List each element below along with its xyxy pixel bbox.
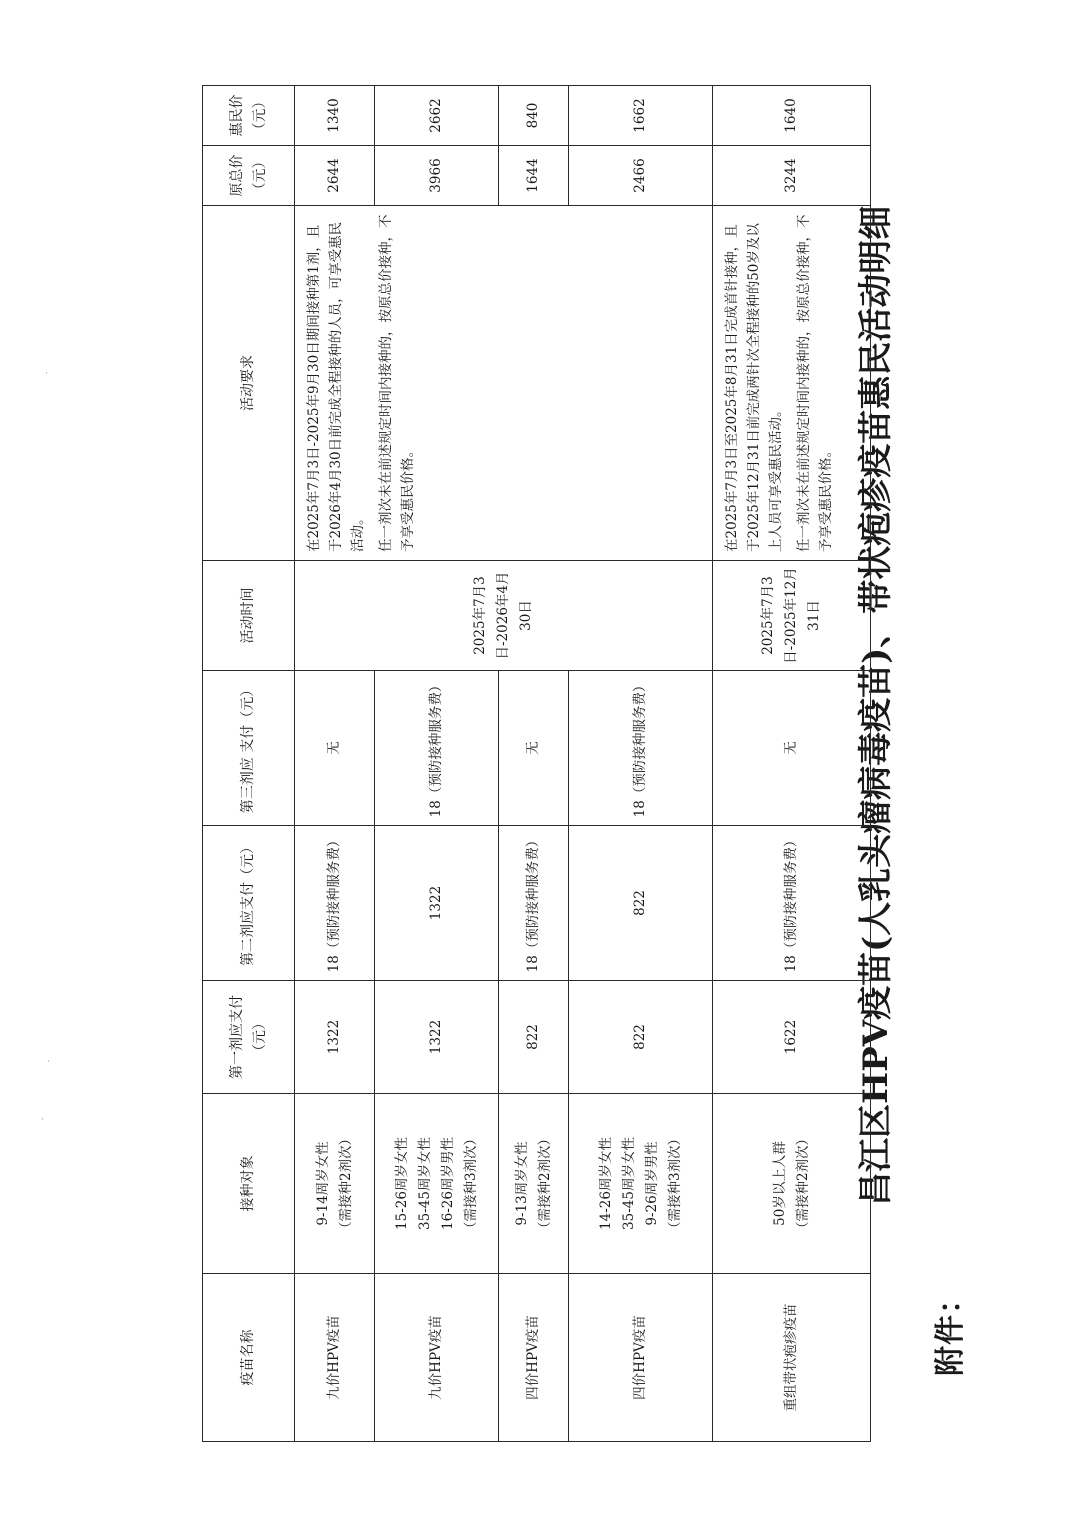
header-dose2: 第二剂应支付（元）	[203, 826, 295, 981]
vaccine-name: 九价HPV疫苗	[295, 1274, 375, 1442]
header-vaccine-name: 疫苗名称	[203, 1274, 295, 1442]
header-requirements: 活动要求	[203, 206, 295, 561]
dose1-amount: 1322	[295, 981, 375, 1094]
header-benefit-total: 惠民价（元）	[203, 86, 295, 146]
benefit-total: 1662	[569, 86, 713, 146]
original-total: 1644	[499, 146, 569, 206]
target-line: （需接种2剂次）	[536, 1131, 553, 1236]
target-group	[499, 1094, 569, 1274]
hpv-period: 2025年7月3日-2026年4月30日	[295, 561, 713, 671]
hpv-requirements	[295, 206, 713, 561]
dose1-amount: 822	[499, 981, 569, 1094]
dose3-amount: 18（预防接种服务费）	[375, 671, 499, 826]
header-original-total: 原总价（元）	[203, 146, 295, 206]
original-total: 2466	[569, 146, 713, 206]
benefit-total: 840	[499, 86, 569, 146]
dose1-amount: 822	[569, 981, 713, 1094]
table-row	[713, 86, 871, 1442]
dose3-amount: 无	[713, 671, 871, 826]
dose2-amount: 1322	[375, 826, 499, 981]
dose3-amount: 无	[295, 671, 375, 826]
header-period: 活动时间	[203, 561, 295, 671]
vaccine-name: 四价HPV疫苗	[569, 1274, 713, 1442]
vaccine-name: 九价HPV疫苗	[375, 1274, 499, 1442]
requirement-text: 在2025年7月3日-2025年9月30日期间接种第1剂，且于2026年4月30日前完成全程接种的人员，可享受惠民活动。	[306, 221, 366, 552]
target-group	[713, 1094, 871, 1274]
attachment-label: 附件：	[933, 1283, 968, 1376]
target-line: 16-26周岁男性	[439, 1137, 456, 1230]
zoster-requirements	[713, 206, 871, 561]
dose2-amount: 18（预防接种服务费）	[713, 826, 871, 981]
requirement-text: 在2025年7月3日至2025年8月31日完成首针接种，且于2025年12月31日前完成两针次全程接种的50岁及以上人员可享受惠民活动。	[724, 223, 784, 552]
target-line: 14-26周岁女性	[597, 1137, 614, 1230]
target-line: 9-14周岁女性	[314, 1141, 331, 1226]
page-title: 昌江区HPV疫苗(人乳头瘤病毒疫苗)、带状疱疹疫苗惠民活动明细	[856, 205, 896, 1206]
target-group	[375, 1094, 499, 1274]
target-group	[569, 1094, 713, 1274]
header-target: 接种对象	[203, 1094, 295, 1274]
target-line: 50岁以上人群	[771, 1141, 788, 1226]
benefit-total: 1340	[295, 86, 375, 146]
target-line: （需接种3剂次）	[666, 1131, 683, 1236]
dose2-amount: 18（预防接种服务费）	[499, 826, 569, 981]
original-total: 3966	[375, 146, 499, 206]
target-line: 9-26周岁男性	[643, 1141, 660, 1226]
vaccine-name: 重组带状疱疹疫苗	[713, 1274, 871, 1442]
vaccine-name: 四价HPV疫苗	[499, 1274, 569, 1442]
benefit-total: 1640	[713, 86, 871, 146]
table-row	[295, 86, 375, 1442]
dose2-amount: 822	[569, 826, 713, 981]
target-line: 15-26周岁女性	[393, 1137, 410, 1230]
original-total: 2644	[295, 146, 375, 206]
original-total: 3244	[713, 146, 871, 206]
activity-table	[202, 85, 871, 1442]
header-dose3: 第三剂应 支付（元）	[203, 671, 295, 826]
target-line: （需接种2剂次）	[337, 1131, 354, 1236]
benefit-total: 2662	[375, 86, 499, 146]
target-line: 35-45周岁女性	[416, 1137, 433, 1230]
dose3-amount: 18（预防接种服务费）	[569, 671, 713, 826]
target-line: 9-13周岁女性	[513, 1141, 530, 1226]
requirement-text: 任一剂次未在前述规定时间内接种的，按原总价接种，不予享受惠民价格。	[378, 214, 416, 552]
dose1-amount: 1322	[375, 981, 499, 1094]
dose3-amount: 无	[499, 671, 569, 826]
target-group	[295, 1094, 375, 1274]
header-dose1: 第一剂应支付（元）	[203, 981, 295, 1094]
target-line: （需接种2剂次）	[794, 1131, 811, 1236]
zoster-period: 2025年7月3日-2025年12月31日	[713, 561, 871, 671]
table-header-row	[203, 86, 295, 1442]
target-line: 35-45周岁女性	[620, 1137, 637, 1230]
dose1-amount: 1622	[713, 981, 871, 1094]
requirement-text: 任一剂次未在前述规定时间内接种的，按原总价接种，不予享受惠民价格。	[796, 214, 834, 552]
target-line: （需接种3剂次）	[462, 1131, 479, 1236]
dose2-amount: 18（预防接种服务费）	[295, 826, 375, 981]
